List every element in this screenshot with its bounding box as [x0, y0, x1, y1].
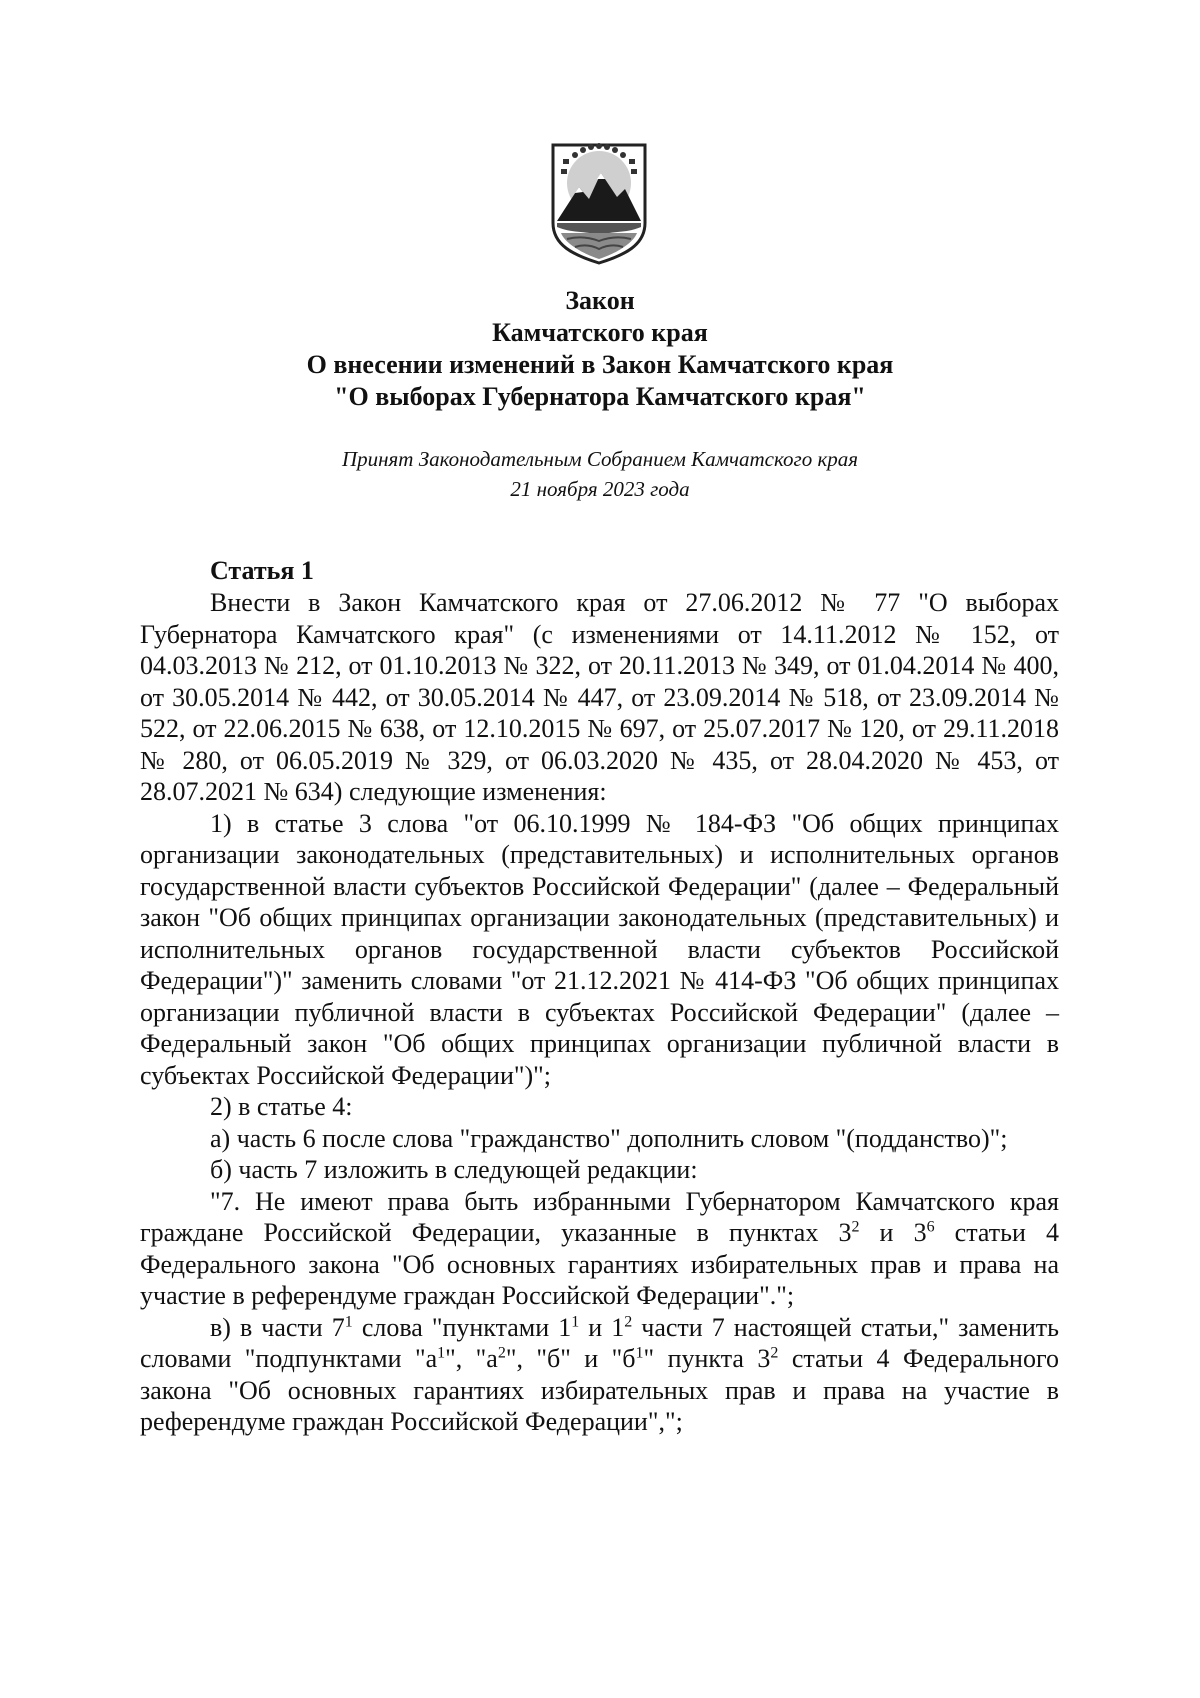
adoption-note: [0, 444, 1200, 504]
item2v-sup-7: 2: [770, 1344, 779, 1362]
item2v-text-b: слова "пунктами 1: [352, 1312, 572, 1342]
item-2: 2) в статье 4:: [210, 1092, 353, 1121]
document-header: [0, 285, 1200, 413]
item2v-sup-3: 2: [624, 1312, 633, 1330]
article-title: Статья 1: [210, 556, 314, 585]
part-7-text: [140, 1186, 1059, 1312]
adoption-line-1: Принят Законодательным Собранием Камчатского края: [341, 447, 859, 471]
item2v-text-a: в) в части 7: [210, 1312, 345, 1342]
item-2v: [140, 1312, 1059, 1438]
item-2a: а) часть 6 после слова "гражданство" дополнить словом "(подданство)";: [210, 1123, 1008, 1153]
title-line-4: "О выборах Губернатора Камчатского края": [334, 382, 866, 411]
item2v-sup-4: 1: [437, 1344, 446, 1362]
document-body: [140, 555, 1059, 1438]
item-2b: б) часть 7 изложить в следующей редакции:: [210, 1155, 698, 1184]
title-line-3: О внесении изменений в Закон Камчатского края: [306, 350, 894, 379]
item2v-sup-1: 1: [344, 1312, 353, 1330]
part7-sup-2: 6: [926, 1218, 935, 1236]
adoption-date: 21 ноября 2023 года: [510, 477, 690, 501]
part7-text-b: и 3: [859, 1218, 927, 1247]
item2v-sup-5: 2: [497, 1344, 506, 1362]
title-line-2: Камчатского края: [492, 318, 708, 347]
item2v-text-d: части 7 настоящей статьи," заменить словами "подпунктами "а: [140, 1312, 1059, 1373]
kamchatka-coat-of-arms-icon: [547, 137, 651, 267]
item2v-sup-2: 1: [571, 1312, 580, 1330]
part7-text-a: "7. Не имеют права быть избранными Губернатором Камчатского края граждане Российской Федерации, указанные в пунктах 3: [140, 1186, 1059, 1247]
item2v-text-g: " пункта 3: [643, 1344, 771, 1373]
article-intro: Внести в Закон Камчатского края от 27.06.2012 № 77 "О выборах Губернатора Камчатского края" (с изменениями от 14.11.2012 № 152, от 04.03.2013 № 212, от 01.10.2013 № 322, от 20.11.2013 № 349, от 01.04.2014 № 400, от 30.05.2014 № 442, от 30.05.2014 № 447, от 23.09.2014 № 518, от 23.09.2014 № 522, от 22.06.2015 № 638, от 12.10.2015 № 697, от 25.07.2017 № 120, от 29.11.2018 № 280, от 06.05.2019 № 329, от 06.03.2020 № 435, от 28.04.2020 № 453, от 28.07.2021 № 634) следующие изменения:: [140, 588, 1059, 806]
item-1: 1) в статье 3 слова "от 06.10.1999 № 184-ФЗ "Об общих принципах организации законодательных (представительных) и исполнительных органов государственной власти субъектов Российской Федерации" (далее – Федеральный закон "Об общих принципах организации законодательных (представительных) и исполнительных органов государственной власти субъектов Российской Федерации")" заменить словами "от 21.12.2021 № 414-ФЗ "Об общих принципах организации публичной власти в субъектах Российской Федерации" (далее – Федеральный закон "Об общих принципах организации публичной власти в субъектах Российской Федерации")";: [140, 808, 1059, 1090]
part7-text-c: статьи 4 Федерального закона "Об основных гарантиях избирательных прав и права на участие в референдуме граждан Российской Федерации".";: [140, 1218, 1059, 1310]
item2v-text-c: и 1: [579, 1312, 625, 1342]
title-line-1: Закон: [565, 286, 635, 315]
item2v-sup-6: 1: [635, 1344, 644, 1362]
item2v-text-h: статьи 4 Федерального закона "Об основных гарантиях избирательных прав и права на участие в референдуме граждан Российской Федерации",";: [140, 1344, 1059, 1436]
item2v-text-f: ", "б" и "б: [505, 1344, 636, 1373]
item2v-text-e: ", "а: [445, 1344, 498, 1373]
part7-sup-1: 2: [851, 1218, 860, 1236]
